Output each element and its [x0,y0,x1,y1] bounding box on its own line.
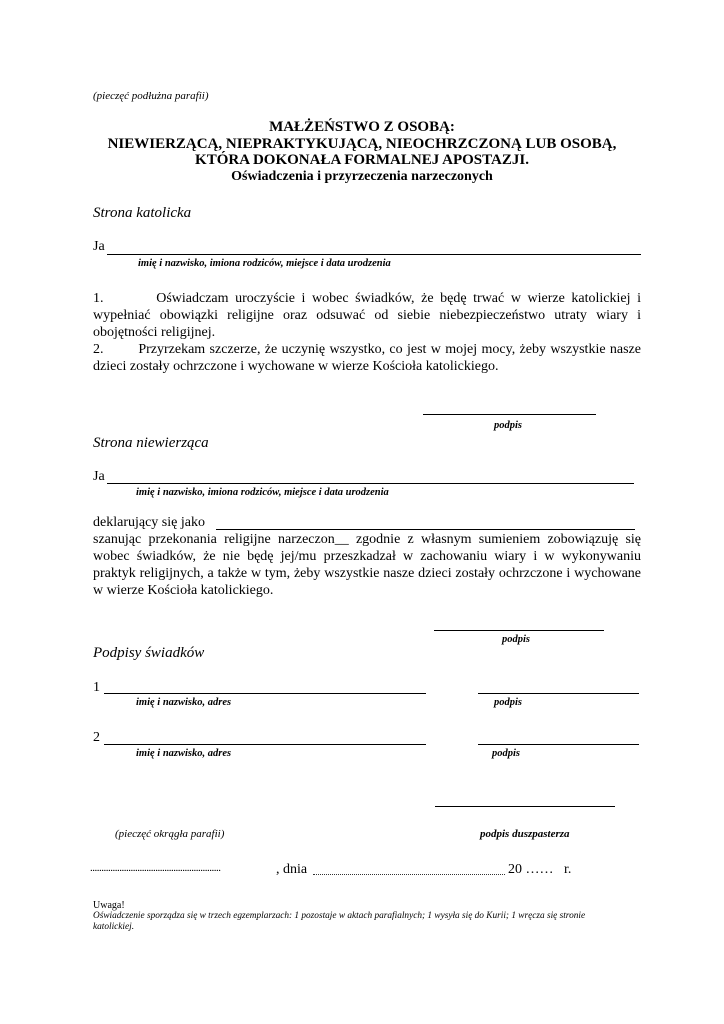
nonbeliever-signature-caption: podpis [502,634,531,645]
catholic-name-caption: imię i nazwisko, imiona rodziców, miejsce i data urodzenia [138,258,391,269]
witness-1-signature-line [478,693,639,694]
catholic-declaration-1: 1. Oświadczam uroczyście i wobec świadków, że będę trwać w wierze katolickiej i wypełniać obowiązki religijne oraz odsuwać od siebie niebezpieczeństwo utraty wiary i obojętności religijnej. [93,291,641,340]
catholic-ja-label: Ja [93,239,105,254]
date-dnia-label: , dnia [276,862,308,877]
witness-1-caption: imię i nazwisko, adres [136,697,232,708]
witness-2-number: 2 [93,730,100,745]
title-line-2: NIEWIERZĄCĄ, NIEPRAKTYKUJĄCĄ, NIEOCHRZCZONĄ LUB OSOBĄ, [107,136,617,152]
note-line-2: katolickiej. [93,922,135,932]
declaring-field [216,529,635,530]
date-year: 20 …… [508,862,554,877]
witness-1-name-field [104,693,426,694]
witnesses-heading: Podpisy świadków [93,645,205,661]
date-r-label: r. [564,862,572,877]
witness-2-name-field [104,744,426,745]
title-line-3: KTÓRA DOKONAŁA FORMALNEJ APOSTAZJI. [195,152,529,168]
witness-1-number: 1 [93,680,100,695]
witness-1-signature-caption: podpis [494,697,523,708]
witness-2-caption: imię i nazwisko, adres [136,748,232,759]
catholic-name-field [107,254,641,255]
catholic-heading: Strona katolicka [93,205,192,221]
witness-2-signature-line [478,744,639,745]
round-stamp-label: (pieczęć okrągła parafii) [115,828,225,840]
title-subtitle: Oświadczenia i przyrzeczenia narzeczonych [231,169,493,184]
note-label: Uwaga! [93,900,125,911]
catholic-signature-line [423,414,596,415]
nonbeliever-ja-label: Ja [93,469,105,484]
nonbeliever-name-caption: imię i nazwisko, imiona rodziców, miejsce i data urodzenia [136,487,389,498]
nonbeliever-declaration: szanując przekonania religijne narzeczon__ zgodnie z własnym sumieniem zobowiązuję się wobec świadków, że nie będę jej/mu przeszkadzał w zachowaniu wiary i w wykonywaniu praktyk religijnych, a także w tym, żeby wszystkie nasze dzieci zostały ochrzczone i wychowane w wierze Kościoła katolickiego. [93,532,641,598]
nonbeliever-heading: Strona niewierząca [93,435,209,451]
nonbeliever-name-field [107,483,634,484]
note-line-1: Oświadczenie sporządza się w trzech egzemplarzach: 1 pozostaje w aktach parafialnych; 1 wysyła się do Kurii; 1 wręcza się stronie [93,911,586,921]
place-field: .......................................................... [90,862,221,874]
title-line-1: MAŁŻEŃSTWO Z OSOBĄ: [269,119,455,135]
priest-signature-line [435,806,615,807]
parish-stamp-label: (pieczęć podłużna parafii) [93,90,209,102]
nonbeliever-signature-line [434,630,604,631]
date-field [313,874,505,875]
witness-2-signature-caption: podpis [492,748,521,759]
declaring-label: deklarujący się jako [93,515,205,530]
catholic-signature-caption: podpis [494,420,523,431]
priest-signature-caption: podpis duszpasterza [480,828,570,840]
catholic-declaration-2: 2. Przyrzekam szczerze, że uczynię wszystko, co jest w mojej mocy, żeby wszystkie nasze dzieci zostały ochrzczone i wychowane w wierze Kościoła katolickiego. [93,342,641,374]
